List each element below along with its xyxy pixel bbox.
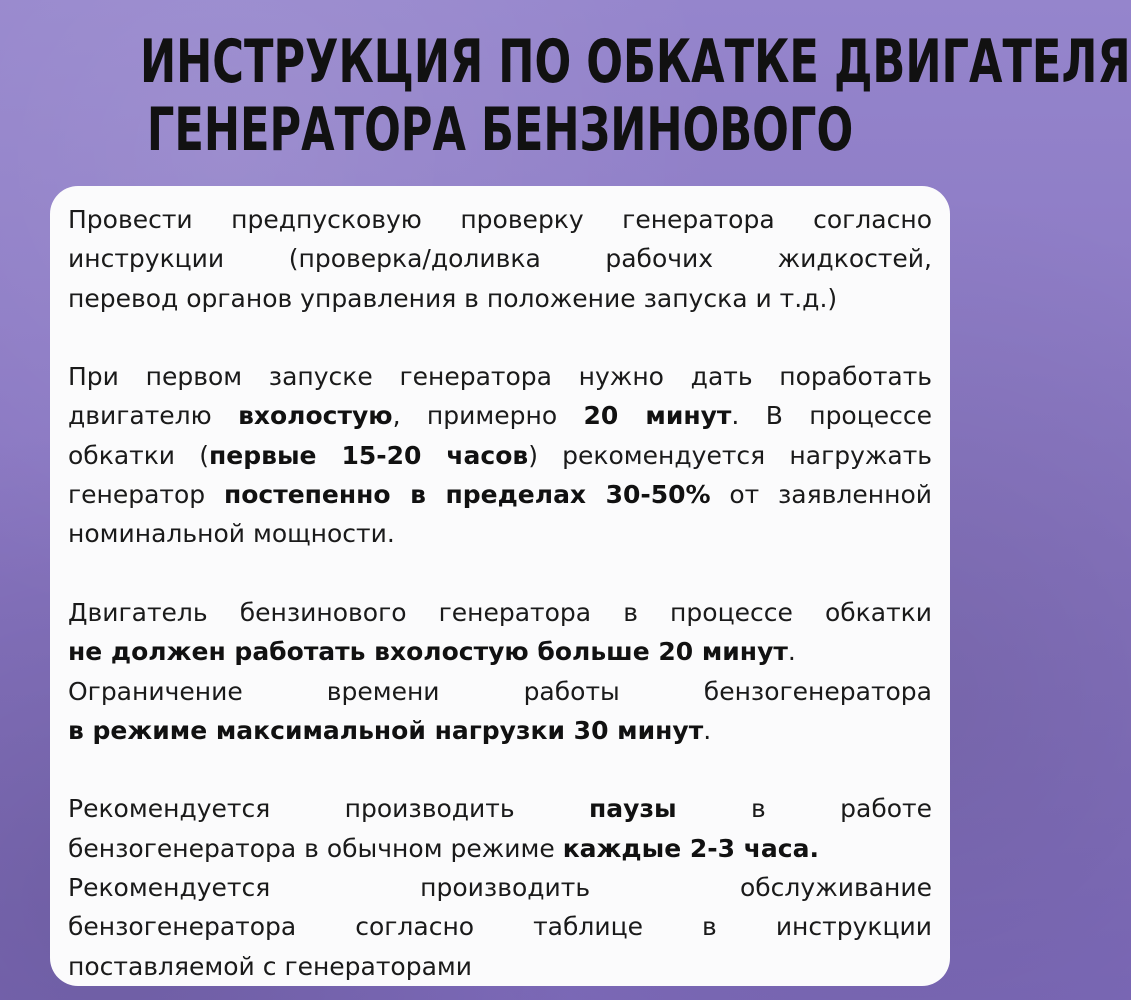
text-segment: . В процессе <box>731 401 932 431</box>
text-segment: от заявленной <box>710 480 932 510</box>
highlight-first-hours: первые 15-20 часов <box>209 440 529 470</box>
highlight-every-hours: каждые 2-3 часа. <box>562 833 819 863</box>
text-line: Провести предпусковую проверку генератора согласно <box>68 205 932 234</box>
text-line <box>68 789 932 828</box>
page-title <box>140 27 1131 165</box>
text-segment: бензогенератора в обычном режиме <box>68 833 563 863</box>
text-segment: . <box>703 715 712 745</box>
text-line: номинальной мощности. <box>68 519 395 549</box>
highlight-max-load-limit: в режиме максимальной нагрузки 30 минут <box>68 715 704 745</box>
text-line: Рекомендуется производить обслуживание <box>68 873 932 903</box>
text-segment: , примерно <box>392 401 584 431</box>
text-line <box>68 475 932 514</box>
title-line-1: ИНСТРУКЦИЯ ПО ОБКАТКЕ ДВИГАТЕЛЯ <box>140 27 1131 97</box>
paragraph-maintenance <box>68 789 932 985</box>
title-line-2: ГЕНЕРАТОРА БЕНЗИНОВОГО <box>146 95 854 165</box>
text-segment: обкатки ( <box>68 440 209 470</box>
text-line <box>68 436 932 475</box>
instruction-card <box>50 186 950 986</box>
highlight-idle: вхолостую <box>238 401 393 431</box>
text-segment: в работе <box>676 794 932 824</box>
text-segment: Рекомендуется производить <box>68 794 589 824</box>
highlight-idle-limit: не должен работать вхолостую больше 20 минут <box>68 637 788 667</box>
highlight-20-minutes: 20 минут <box>583 401 732 431</box>
text-line <box>68 632 932 671</box>
text-line <box>68 711 932 750</box>
text-line: перевод органов управления в положение запуска и т.д.) <box>68 283 838 313</box>
highlight-load-range: постепенно в пределах 30-50% <box>223 480 711 510</box>
text-line: Двигатель бензинового генератора в процессе обкатки <box>68 597 932 627</box>
text-segment: двигателю <box>68 401 239 431</box>
text-segment: генератор <box>68 480 224 510</box>
text-line: Ограничение времени работы бензогенератора <box>68 676 932 706</box>
text-line: инструкции (проверка/доливка рабочих жидкостей, <box>68 244 932 274</box>
text-line: поставляемой с генераторами <box>68 951 473 981</box>
text-segment: . <box>787 637 796 667</box>
text-segment: ) рекомендуется нагружать <box>528 440 933 470</box>
paragraph-limits <box>68 593 932 750</box>
text-line <box>68 829 932 868</box>
text-line: бензогенератора согласно таблице в инструкции <box>68 912 932 942</box>
paragraph-first-start <box>68 357 932 553</box>
text-line <box>68 396 932 435</box>
paragraph-precheck <box>68 200 932 318</box>
text-line: При первом запуске генератора нужно дать поработать <box>68 362 932 392</box>
highlight-pauses: паузы <box>589 794 677 824</box>
